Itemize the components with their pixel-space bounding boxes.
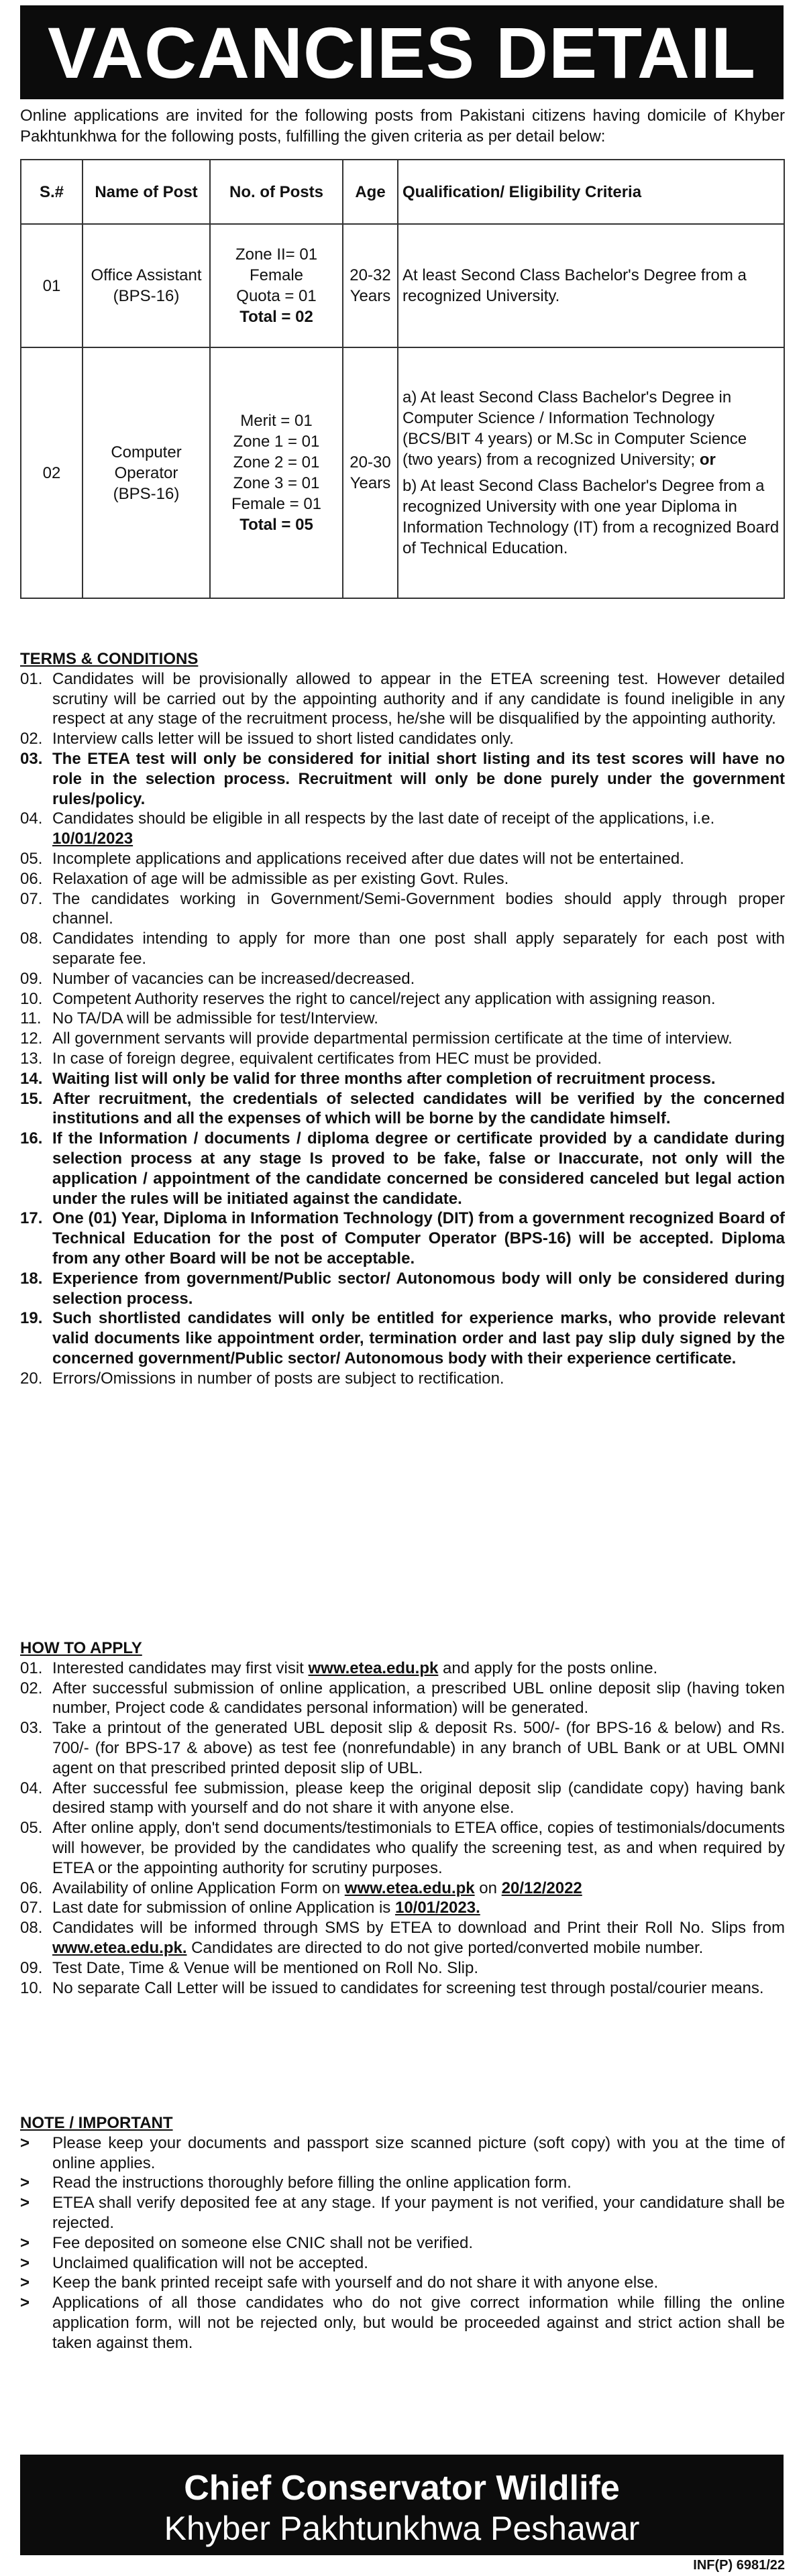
list-item [20, 1718, 785, 1778]
footer-banner [20, 2455, 784, 2555]
item-number: 19. [20, 1309, 43, 1328]
posts-line: Merit = 01 [240, 412, 313, 430]
row-qualification: At least Second Class Bachelor's Degree from a recognized University. [398, 224, 784, 347]
page-title: VACANCIES DETAIL [20, 5, 784, 99]
row-qualification [398, 347, 784, 598]
qualification-option-b: b) At least Second Class Bachelor's Degree from a recognized University with one year Diploma in Information Technology (IT) from a recognized Board of Technical Education. [402, 477, 780, 557]
reference-code: INF(P) 6981/22 [693, 2558, 785, 2573]
list-item [20, 1978, 785, 1999]
list-item [20, 2193, 785, 2233]
list-item [20, 1209, 785, 1268]
posts-line: Zone 3 = 01 [233, 474, 320, 492]
item-text: Such shortlisted candidates will only be entitled for experience marks, who provide relevant valid documents like appointment order, termination order and last pay slip duly signed by the concerned government/Public sector/ Autonomous body with their experience certificate. [52, 1309, 785, 1367]
header-age: Age [343, 160, 398, 224]
bullet-icon: > [20, 2233, 30, 2252]
bullet-icon: > [20, 2294, 30, 2312]
list-item [20, 2273, 785, 2293]
item-text: In case of foreign degree, equivalent certificates from HEC must be provided. [52, 1049, 602, 1068]
text-segment: Candidates will be informed through SMS by ETEA to download and Print their Roll No. Slips from [52, 1919, 785, 1938]
posts-line: Zone 2 = 01 [233, 453, 320, 471]
item-text: One (01) Year, Diploma in Information Technology (DIT) from a government recognized Board of Technical Education for the post of Computer Operator (BPS-16) will be accepted. Diploma from any other Board will be not be acceptable. [52, 1209, 785, 1268]
item-text: Fee deposited on someone else CNIC shall not be verified. [52, 2233, 474, 2252]
post-name: Office Assistant [91, 266, 202, 284]
item-text: After recruitment, the credentials of selected candidates will be verified by the concerned institutions and all the expenses of which will be borne by the candidate himself. [52, 1089, 785, 1128]
item-text: Relaxation of age will be admissible as per existing Govt. Rules. [52, 869, 509, 888]
text-segment: Take a printout of the generated UBL deposit slip & deposit Rs. 500/- (for BPS-16 & below) and Rs. 700/- (for BPS-17 & above) as test fee (nonrefundable) in any branch of UBL Bank or at UBL OMNI agent on that prescribed printed deposit slip of UBL. [52, 1719, 785, 1777]
item-text: If the Information / documents / diploma degree or certificate provided by a candidate during selection process at any stage Is proved to be fake, false or Inaccurate, not only will the application / appointment of the candidate concerned be considered canceled but legal action under the rules will be initiated against the candidate. [52, 1129, 785, 1208]
list-item [20, 1308, 785, 1368]
item-text: Incomplete applications and applications received after due dates will not be entertained. [52, 849, 684, 868]
item-text [52, 1818, 785, 1878]
row-post [83, 347, 210, 598]
list-item [20, 1918, 785, 1958]
age-range: 20-32 [350, 266, 391, 284]
item-number: 06. [20, 869, 43, 888]
item-text: All government servants will provide departmental permission certificate at the time of interview. [52, 1029, 733, 1048]
text-segment: on [474, 1879, 502, 1897]
text-segment: Last date for submission of online Application is [52, 1899, 395, 1917]
etea-link[interactable]: www.etea.edu.pk [344, 1879, 475, 1897]
table-row [21, 224, 784, 347]
qualification-option-a: a) At least Second Class Bachelor's Degree in Computer Science / Information Technology (BCS/BIT 4 years) or M.Sc in Computer Science (two years) from a recognized University; or [402, 388, 747, 469]
post-scale: (BPS-16) [113, 484, 180, 503]
posts-line: Zone II= 01 [235, 245, 318, 264]
posts-total: Total = 05 [239, 516, 313, 534]
item-number: 10. [20, 1978, 43, 1997]
list-item [20, 729, 785, 749]
text-segment: Test Date, Time & Venue will be mentioned on Roll No. Slip. [52, 1958, 478, 1977]
item-text [52, 1898, 785, 1918]
item-number: 14. [20, 1069, 43, 1088]
list-item [20, 989, 785, 1009]
item-text: Candidates will be provisionally allowed to appear in the ETEA screening test. However detailed scrutiny will be carried out by the appointing authority and if any candidate is found ineligible in any respect at any stage of the recruitment process, he/she will be disqualified by the appointing authority. [52, 669, 785, 728]
age-unit: Years [350, 287, 391, 305]
list-item [20, 869, 785, 889]
item-text [52, 1659, 785, 1679]
item-number: 03. [20, 1719, 43, 1738]
item-text [52, 1958, 785, 1978]
item-text [52, 1779, 785, 1819]
etea-link[interactable]: www.etea.edu.pk [308, 1659, 439, 1677]
posts-line: Zone 1 = 01 [233, 433, 320, 451]
bullet-icon: > [20, 2194, 30, 2213]
post-name: Computer [111, 443, 182, 461]
etea-link[interactable]: www.etea.edu.pk. [52, 1938, 187, 1957]
list-item [20, 1009, 785, 1029]
posts-line: Female [249, 266, 304, 284]
list-item [20, 2233, 785, 2253]
footer-office: Chief Conservator Wildlife [184, 2469, 620, 2508]
or-label: or [699, 451, 716, 469]
list-item [20, 1779, 785, 1819]
item-number: 15. [20, 1089, 43, 1108]
notes-section [20, 2113, 785, 2353]
row-post [83, 224, 210, 347]
age-unit: Years [350, 474, 391, 492]
row-sn: 01 [21, 224, 83, 347]
item-text [52, 1918, 785, 1958]
list-item [20, 1049, 785, 1069]
item-text [52, 1718, 785, 1778]
text-segment: No separate Call Letter will be issued to candidates for screening test through postal/courier means. [52, 1978, 764, 1997]
item-text [52, 1879, 785, 1899]
etea-link[interactable]: 10/01/2023. [394, 1899, 480, 1917]
item-number: 08. [20, 1919, 43, 1938]
header-post: Name of Post [83, 160, 210, 224]
item-text: The candidates working in Government/Semi-Government bodies should apply through proper channel. [52, 889, 785, 928]
item-number: 09. [20, 1958, 43, 1977]
posts-line: Quota = 01 [236, 287, 317, 305]
item-number: 13. [20, 1049, 43, 1068]
bullet-icon: > [20, 2174, 30, 2192]
notes-heading: NOTE / IMPORTANT [20, 2114, 173, 2132]
how-to-apply-heading: HOW TO APPLY [20, 1639, 142, 1657]
list-item [20, 2133, 785, 2174]
list-item [20, 749, 785, 809]
list-item [20, 929, 785, 969]
text-segment: Interested candidates may first visit [52, 1659, 309, 1677]
item-text: Number of vacancies can be increased/decreased. [52, 969, 415, 988]
item-number: 02. [20, 730, 43, 748]
posts-total: Total = 02 [239, 308, 313, 326]
item-number: 16. [20, 1129, 43, 1148]
item-text: No TA/DA will be admissible for test/Interview. [52, 1009, 378, 1028]
list-item [20, 849, 785, 869]
list-item [20, 1879, 785, 1899]
list-item [20, 2253, 785, 2274]
item-number: 20. [20, 1369, 43, 1388]
table-header-row [21, 160, 784, 224]
item-number: 08. [20, 930, 43, 948]
item-text: Waiting list will only be valid for three months after completion of recruitment process. [52, 1069, 716, 1088]
bullet-icon: > [20, 2253, 30, 2272]
list-item [20, 1029, 785, 1049]
item-text [52, 1679, 785, 1719]
list-item [20, 1818, 785, 1878]
item-number: 02. [20, 1679, 43, 1697]
item-text: ETEA shall verify deposited fee at any stage. If your payment is not verified, your candidature shall be rejected. [52, 2194, 785, 2232]
item-text: Interview calls letter will be issued to short listed candidates only. [52, 730, 514, 748]
item-number: 05. [20, 1819, 43, 1838]
list-item [20, 1269, 785, 1309]
posts-line: Female = 01 [231, 495, 322, 513]
item-text: The ETEA test will only be considered for initial short listing and its test scores will have no role in the selection process. Recruitment will only be done purely under the government rules/policy. [52, 749, 785, 808]
list-item [20, 1679, 785, 1719]
item-number: 17. [20, 1209, 43, 1228]
list-item [20, 809, 785, 849]
terms-section [20, 649, 785, 1388]
header-qualification: Qualification/ Eligibility Criteria [398, 160, 784, 224]
item-number: 04. [20, 809, 43, 828]
row-posts [210, 347, 343, 598]
post-name: Operator [114, 463, 178, 482]
item-number: 01. [20, 1659, 43, 1677]
list-item [20, 669, 785, 729]
item-text: Applications of all those candidates who do not give correct information while filling the online application form, will not be rejected only, but would be proceeded against and strict action shall be taken against them. [52, 2294, 785, 2352]
item-text [52, 1978, 785, 1999]
item-text: Errors/Omissions in number of posts are subject to rectification. [52, 1369, 504, 1388]
text-segment: and apply for the posts online. [438, 1659, 658, 1677]
list-item [20, 1129, 785, 1209]
item-text: Experience from government/Public sector/ Autonomous body will only be considered during selection process. [52, 1269, 785, 1308]
intro-text: Online applications are invited for the following posts from Pakistani citizens having domicile of Khyber Pakhtunkhwa for the following posts, fulfilling the given criteria as per detail below: [20, 107, 785, 146]
post-scale: (BPS-16) [113, 287, 180, 305]
list-item [20, 1659, 785, 1679]
list-item [20, 969, 785, 989]
item-number: 12. [20, 1029, 43, 1048]
item-text: Keep the bank printed receipt safe with yourself and do not share it with anyone else. [52, 2274, 659, 2292]
text-segment: After online apply, don't send documents/testimonials to ETEA office, copies of testimonials/documents will however, be provided by the candidates who qualify the screening test, as and when required by ETEA or the appointing authority for scrutiny purposes. [52, 1819, 785, 1877]
list-item [20, 1369, 785, 1389]
item-text: Unclaimed qualification will not be accepted. [52, 2253, 368, 2272]
terms-heading: TERMS & CONDITIONS [20, 650, 199, 668]
how-to-apply-section [20, 1638, 785, 1998]
list-item [20, 1069, 785, 1089]
list-item [20, 1958, 785, 1978]
bullet-icon: > [20, 2274, 30, 2292]
table-row [21, 347, 784, 598]
text-segment: After successful fee submission, please keep the original deposit slip (candidate copy) having bank desired stamp with yourself and do not share it with anyone else. [52, 1779, 785, 1817]
bullet-icon: > [20, 2133, 30, 2152]
footer-location: Khyber Pakhtunkhwa Peshawar [164, 2510, 640, 2547]
item-number: 07. [20, 889, 43, 908]
list-item [20, 1089, 785, 1129]
item-text: Read the instructions thoroughly before filling the online application form. [52, 2174, 572, 2192]
header-sn: S.# [21, 160, 83, 224]
item-number: 10. [20, 989, 43, 1008]
deadline-date: 10/01/2023 [52, 830, 133, 848]
row-sn: 02 [21, 347, 83, 598]
item-text: Please keep your documents and passport size scanned picture (soft copy) with you at the time of online applies. [52, 2133, 785, 2172]
item-number: 11. [20, 1009, 42, 1028]
item-text: Candidates intending to apply for more than one post shall apply separately for each post with separate fee. [52, 930, 785, 968]
date-link[interactable]: 20/12/2022 [501, 1879, 582, 1897]
item-text: Candidates should be eligible in all respects by the last date of receipt of the applications, i.e. 10/01/2023 [52, 809, 785, 849]
item-number: 04. [20, 1779, 43, 1797]
list-item [20, 1898, 785, 1918]
age-range: 20-30 [350, 453, 391, 471]
list-item [20, 889, 785, 930]
vacancies-table [20, 159, 785, 599]
text-segment: After successful submission of online application, a prescribed UBL online deposit slip (having token number, Project code & candidates personal information) will be generated. [52, 1679, 785, 1718]
row-age [343, 347, 398, 598]
item-number: 06. [20, 1879, 43, 1897]
list-item [20, 2293, 785, 2353]
item-number: 18. [20, 1269, 43, 1288]
row-posts [210, 224, 343, 347]
item-number: 07. [20, 1899, 43, 1917]
item-text: Competent Authority reserves the right to cancel/reject any application with assigning reason. [52, 989, 716, 1008]
row-age [343, 224, 398, 347]
item-number: 01. [20, 669, 43, 688]
item-number: 05. [20, 849, 43, 868]
item-number: 09. [20, 969, 43, 988]
text-segment: Candidates are directed to do not give ported/converted mobile number. [186, 1938, 704, 1957]
text-segment: Availability of online Application Form on [52, 1879, 345, 1897]
header-posts: No. of Posts [210, 160, 343, 224]
list-item [20, 2173, 785, 2193]
item-number: 03. [20, 749, 43, 768]
